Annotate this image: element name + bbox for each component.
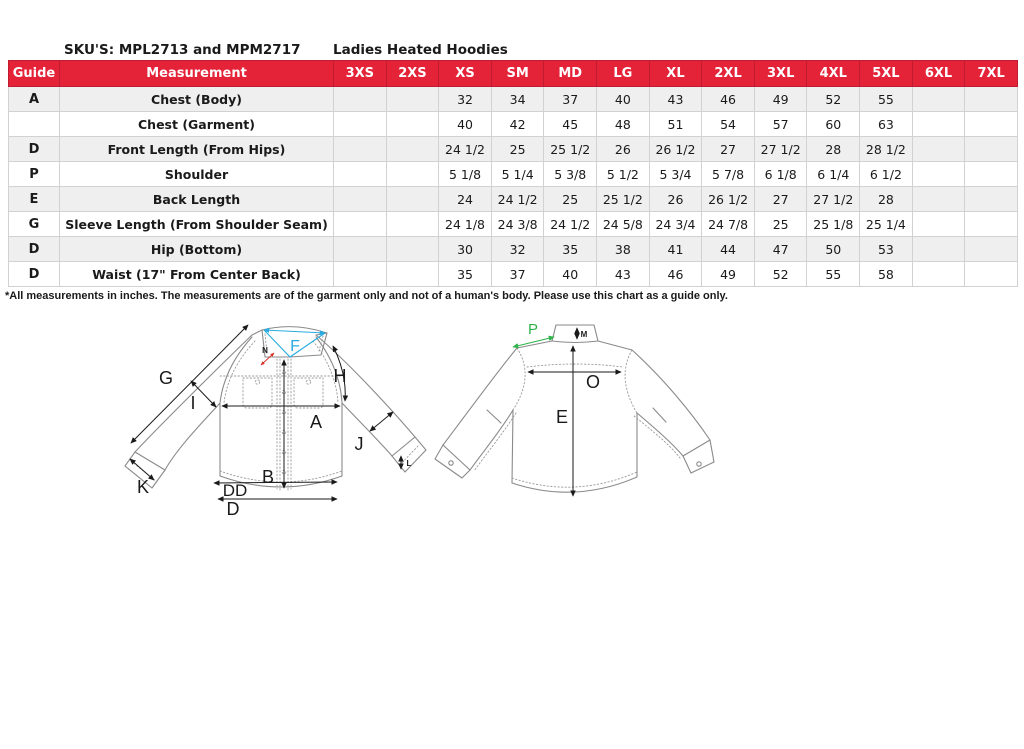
value-cell: 5 1/4 — [491, 162, 544, 187]
value-cell: 6 1/2 — [860, 162, 913, 187]
value-cell: 60 — [807, 112, 860, 137]
value-cell — [912, 112, 965, 137]
size-chart-table — [8, 60, 1018, 287]
measurement-cell: Hip (Bottom) — [60, 237, 334, 262]
sku-title: SKU'S: MPL2713 and MPM2717 — [64, 42, 301, 58]
guide-cell — [9, 112, 60, 137]
measurement-cell: Front Length (From Hips) — [60, 137, 334, 162]
value-cell: 24 3/8 — [491, 212, 544, 237]
front-label-h: H — [333, 366, 347, 386]
value-cell: 28 1/2 — [860, 137, 913, 162]
guide-cell: P — [9, 162, 60, 187]
column-header-7xl: 7XL — [965, 61, 1018, 87]
value-cell — [912, 262, 965, 287]
front-label-a: A — [309, 412, 323, 432]
value-cell — [334, 212, 387, 237]
value-cell — [386, 162, 439, 187]
value-cell — [386, 187, 439, 212]
value-cell: 25 1/2 — [544, 137, 597, 162]
column-header-6xl: 6XL — [912, 61, 965, 87]
value-cell: 43 — [597, 262, 650, 287]
value-cell: 5 7/8 — [702, 162, 755, 187]
front-label-b: B — [261, 467, 275, 487]
value-cell: 42 — [491, 112, 544, 137]
value-cell — [334, 137, 387, 162]
value-cell: 25 — [754, 212, 807, 237]
value-cell: 41 — [649, 237, 702, 262]
value-cell: 24 1/2 — [439, 137, 492, 162]
table-row — [9, 187, 1018, 212]
value-cell: 28 — [860, 187, 913, 212]
value-cell: 34 — [491, 87, 544, 112]
back-sleeves — [435, 348, 714, 478]
guide-cell: D — [9, 237, 60, 262]
value-cell: 25 1/8 — [807, 212, 860, 237]
front-body — [220, 330, 342, 487]
value-cell: 30 — [439, 237, 492, 262]
column-header-2xs: 2XS — [386, 61, 439, 87]
measurement-cell: Sleeve Length (From Shoulder Seam) — [60, 212, 334, 237]
table-row — [9, 212, 1018, 237]
value-cell — [912, 137, 965, 162]
value-cell: 25 1/2 — [597, 187, 650, 212]
value-cell: 52 — [754, 262, 807, 287]
value-cell: 26 — [649, 187, 702, 212]
value-cell — [912, 87, 965, 112]
guide-cell: D — [9, 137, 60, 162]
value-cell: 25 — [544, 187, 597, 212]
table-row — [9, 237, 1018, 262]
front-label-l: L — [406, 459, 412, 468]
value-cell: 47 — [754, 237, 807, 262]
value-cell: 28 — [807, 137, 860, 162]
measurement-cell: Waist (17" From Center Back) — [60, 262, 334, 287]
value-cell — [334, 187, 387, 212]
value-cell: 5 3/4 — [649, 162, 702, 187]
value-cell: 24 1/2 — [544, 212, 597, 237]
value-cell: 53 — [860, 237, 913, 262]
table-row — [9, 87, 1018, 112]
measurement-cell: Back Length — [60, 187, 334, 212]
front-label-i: I — [190, 393, 196, 413]
table-header-row — [9, 61, 1018, 87]
value-cell: 27 — [702, 137, 755, 162]
value-cell: 24 1/8 — [439, 212, 492, 237]
column-header-lg: LG — [597, 61, 650, 87]
value-cell — [965, 237, 1018, 262]
front-label-g: G — [158, 368, 174, 388]
column-header-5xl: 5XL — [860, 61, 913, 87]
value-cell: 27 1/2 — [754, 137, 807, 162]
value-cell: 5 3/8 — [544, 162, 597, 187]
column-header-guide: Guide — [9, 61, 60, 87]
front-view-diagram — [118, 320, 438, 520]
column-header-3xl: 3XL — [754, 61, 807, 87]
column-header-measurement: Measurement — [60, 61, 334, 87]
table-row — [9, 137, 1018, 162]
collar-measure-f — [264, 330, 325, 357]
back-body — [512, 325, 637, 492]
value-cell: 49 — [702, 262, 755, 287]
front-label-dd: DD — [222, 481, 248, 500]
value-cell — [965, 262, 1018, 287]
value-cell — [334, 262, 387, 287]
value-cell — [386, 87, 439, 112]
value-cell: 27 — [754, 187, 807, 212]
value-cell: 55 — [807, 262, 860, 287]
value-cell: 24 3/4 — [649, 212, 702, 237]
value-cell: 26 1/2 — [649, 137, 702, 162]
front-label-n: N — [262, 346, 268, 355]
value-cell: 45 — [544, 112, 597, 137]
value-cell — [386, 112, 439, 137]
value-cell: 26 — [597, 137, 650, 162]
value-cell — [912, 237, 965, 262]
value-cell: 5 1/2 — [597, 162, 650, 187]
value-cell: 6 1/4 — [807, 162, 860, 187]
table-row — [9, 262, 1018, 287]
value-cell — [334, 162, 387, 187]
table-head — [9, 61, 1018, 87]
front-label-f: F — [290, 338, 300, 355]
value-cell: 24 1/2 — [491, 187, 544, 212]
value-cell: 40 — [597, 87, 650, 112]
value-cell — [334, 87, 387, 112]
table-row — [9, 162, 1018, 187]
value-cell — [965, 162, 1018, 187]
value-cell: 25 — [491, 137, 544, 162]
guide-cell: E — [9, 187, 60, 212]
value-cell: 35 — [439, 262, 492, 287]
guide-cell: A — [9, 87, 60, 112]
value-cell: 25 1/4 — [860, 212, 913, 237]
front-sleeves — [125, 335, 426, 488]
value-cell: 46 — [702, 87, 755, 112]
guide-cell: G — [9, 212, 60, 237]
value-cell — [912, 212, 965, 237]
back-view-diagram — [435, 320, 735, 515]
guide-cell: D — [9, 262, 60, 287]
value-cell: 6 1/8 — [754, 162, 807, 187]
back-label-e: E — [555, 407, 569, 427]
value-cell: 27 1/2 — [807, 187, 860, 212]
product-title: Ladies Heated Hoodies — [333, 42, 508, 58]
measurement-cell: Chest (Body) — [60, 87, 334, 112]
back-measure-arrows — [528, 328, 621, 496]
value-cell: 37 — [491, 262, 544, 287]
value-cell: 51 — [649, 112, 702, 137]
value-cell: 46 — [649, 262, 702, 287]
value-cell: 48 — [597, 112, 650, 137]
value-cell: 54 — [702, 112, 755, 137]
column-header-3xs: 3XS — [334, 61, 387, 87]
back-label-m: M — [580, 330, 588, 339]
column-header-2xl: 2XL — [702, 61, 755, 87]
value-cell — [965, 137, 1018, 162]
value-cell: 37 — [544, 87, 597, 112]
collar-measure-n — [261, 346, 274, 365]
value-cell — [386, 237, 439, 262]
column-header-sm: SM — [491, 61, 544, 87]
value-cell: 35 — [544, 237, 597, 262]
value-cell: 26 1/2 — [702, 187, 755, 212]
value-cell — [386, 262, 439, 287]
value-cell — [965, 87, 1018, 112]
value-cell: 63 — [860, 112, 913, 137]
value-cell: 50 — [807, 237, 860, 262]
value-cell: 40 — [439, 112, 492, 137]
column-header-xl: XL — [649, 61, 702, 87]
value-cell: 32 — [439, 87, 492, 112]
value-cell: 24 5/8 — [597, 212, 650, 237]
measurement-cell: Chest (Garment) — [60, 112, 334, 137]
value-cell — [912, 187, 965, 212]
value-cell: 32 — [491, 237, 544, 262]
value-cell — [965, 112, 1018, 137]
value-cell: 38 — [597, 237, 650, 262]
value-cell: 43 — [649, 87, 702, 112]
table-row — [9, 112, 1018, 137]
value-cell — [386, 212, 439, 237]
shoulder-measure-p — [513, 321, 554, 347]
value-cell: 57 — [754, 112, 807, 137]
footnote-text: *All measurements in inches. The measurements are of the garment only and not of a human's body. Please use this chart as a guide only. — [5, 290, 728, 302]
back-label-p: P — [527, 321, 539, 338]
value-cell: 24 — [439, 187, 492, 212]
column-header-xs: XS — [439, 61, 492, 87]
table-body — [9, 87, 1018, 287]
value-cell — [334, 112, 387, 137]
measurement-cell: Shoulder — [60, 162, 334, 187]
value-cell: 49 — [754, 87, 807, 112]
value-cell: 5 1/8 — [439, 162, 492, 187]
value-cell: 40 — [544, 262, 597, 287]
value-cell — [965, 212, 1018, 237]
column-header-md: MD — [544, 61, 597, 87]
value-cell: 44 — [702, 237, 755, 262]
value-cell — [386, 137, 439, 162]
column-header-4xl: 4XL — [807, 61, 860, 87]
value-cell: 24 7/8 — [702, 212, 755, 237]
front-label-d: D — [226, 499, 240, 519]
value-cell — [965, 187, 1018, 212]
front-label-k: K — [136, 477, 150, 497]
value-cell: 52 — [807, 87, 860, 112]
value-cell: 55 — [860, 87, 913, 112]
value-cell — [334, 237, 387, 262]
value-cell: 58 — [860, 262, 913, 287]
front-label-j: J — [354, 434, 364, 454]
value-cell — [912, 162, 965, 187]
back-label-o: O — [585, 372, 601, 392]
